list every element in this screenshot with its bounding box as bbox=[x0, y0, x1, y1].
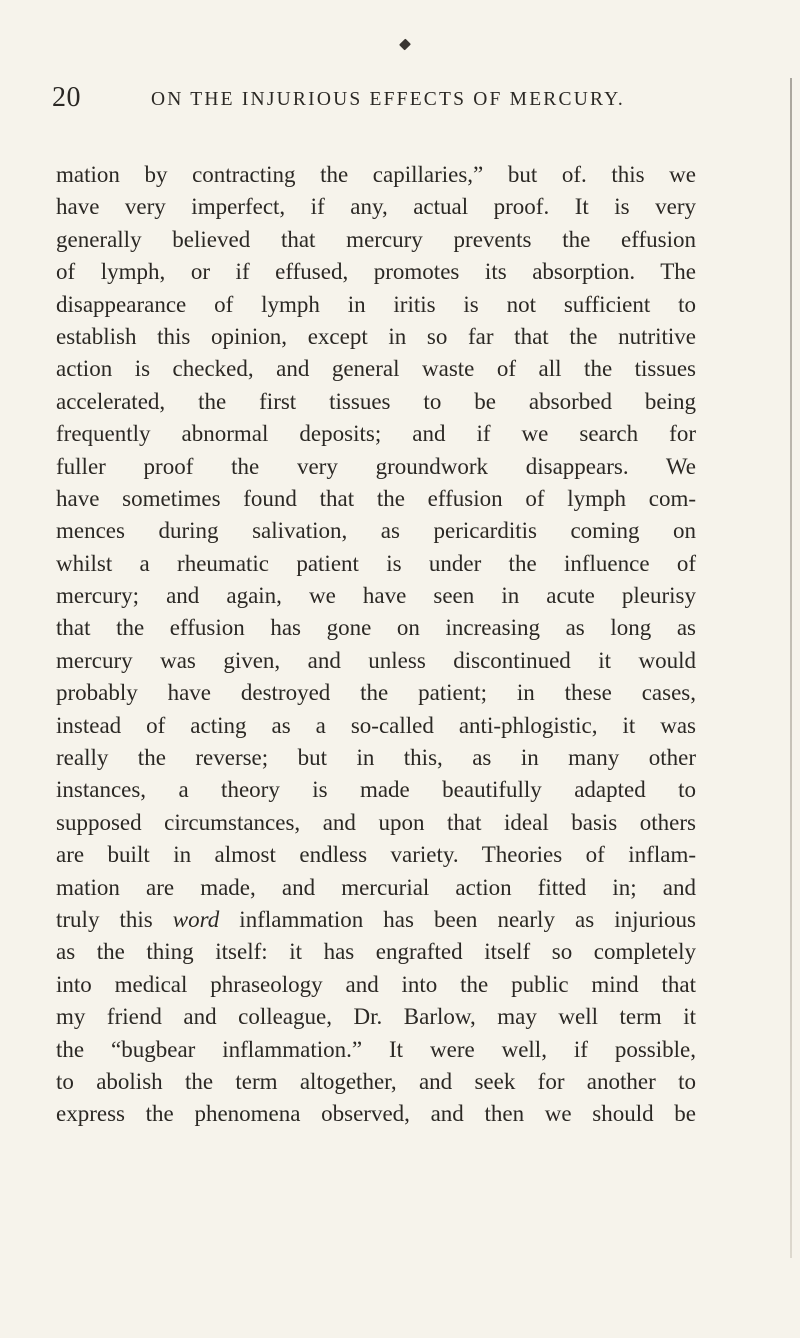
text-line: instances, a theory is made beautifully adapted to bbox=[56, 777, 696, 803]
text-line: of lymph, or if effused, promotes its absorption. The bbox=[56, 259, 696, 285]
text-line-with-italic bbox=[56, 904, 696, 936]
text-line: supposed circumstances, and upon that ideal basis others bbox=[56, 809, 696, 835]
page-edge-shadow bbox=[790, 78, 792, 1258]
text-line: have sometimes found that the effusion of lymph com- bbox=[56, 485, 696, 511]
italic-word: word bbox=[172, 906, 220, 932]
text-line: mation by contracting the capillaries,” but of. this we bbox=[56, 162, 696, 187]
text-line: action is checked, and general waste of all the tissues bbox=[56, 356, 696, 382]
text-line: as the thing itself: it has engrafted itself so completely bbox=[56, 939, 696, 965]
text-line: establish this opinion, except in so far that the nutritive bbox=[56, 323, 696, 349]
text-line: frequently abnormal deposits; and if we search for bbox=[56, 421, 696, 447]
text-line: express the phenomena observed, and then we should be bbox=[56, 1101, 696, 1127]
text-line: mercury; and again, we have seen in acute pleurisy bbox=[56, 583, 696, 609]
text-line: accelerated, the first tissues to be absorbed being bbox=[56, 388, 696, 414]
text-line: mences during salivation, as pericarditis coming on bbox=[56, 518, 696, 544]
text-line: are built in almost endless variety. Theories of inflam- bbox=[56, 842, 696, 868]
text-line: have very imperfect, if any, actual proof. It is very bbox=[56, 194, 696, 220]
text-line: disappearance of lymph in iritis is not sufficient to bbox=[56, 291, 696, 317]
text-line: the “bugbear inflammation.” It were well, if possible, bbox=[56, 1036, 696, 1062]
text-line: really the reverse; but in this, as in many other bbox=[56, 745, 696, 771]
text-line: instead of acting as a so-called anti-phlogistic, it was bbox=[56, 712, 696, 738]
text-line: to abolish the term altogether, and seek for another to bbox=[56, 1068, 696, 1094]
printer-ornament bbox=[399, 38, 411, 50]
text-line: mation are made, and mercurial action fitted in; and bbox=[56, 874, 696, 900]
text-run: inflammation has been nearly as injurious bbox=[219, 906, 697, 932]
text-run: truly this bbox=[56, 906, 173, 932]
text-line: fuller proof the very groundwork disappears. We bbox=[56, 453, 696, 479]
text-line: my friend and colleague, Dr. Barlow, may well term it bbox=[56, 1004, 696, 1030]
body-text bbox=[56, 159, 696, 1131]
text-line: generally believed that mercury prevents the effusion bbox=[56, 226, 696, 252]
page-header bbox=[52, 82, 692, 122]
text-line: into medical phraseology and into the public mind that bbox=[56, 971, 696, 997]
text-line: mercury was given, and unless discontinued it would bbox=[56, 647, 696, 673]
text-line: whilst a rheumatic patient is under the influence of bbox=[56, 550, 696, 576]
text-line: probably have destroyed the patient; in these cases, bbox=[56, 680, 696, 706]
page-number: 20 bbox=[52, 82, 81, 113]
running-title: ON THE INJURIOUS EFFECTS OF MERCURY. bbox=[151, 89, 625, 110]
text-line: that the effusion has gone on increasing as long as bbox=[56, 615, 696, 641]
